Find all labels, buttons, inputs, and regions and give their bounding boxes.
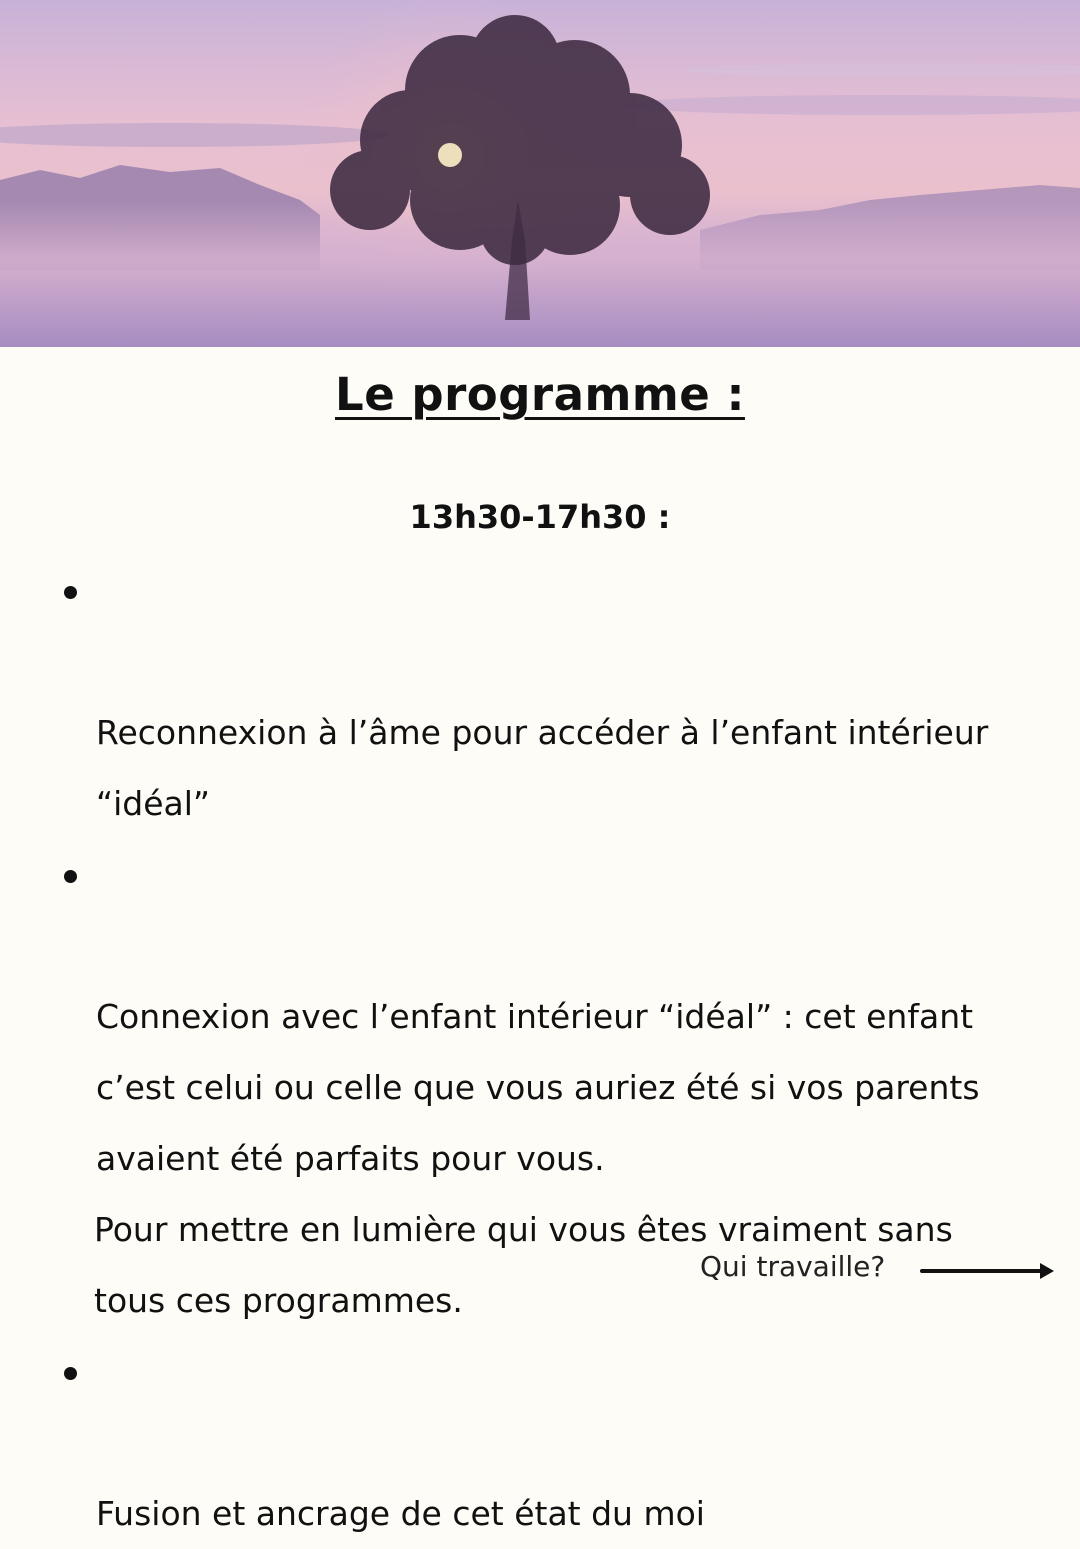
list-item-text: Fusion et ancrage de cet état du moi	[96, 1494, 705, 1533]
list-item	[0, 555, 1080, 839]
list-item	[0, 839, 1080, 1194]
header-photo	[0, 0, 1080, 347]
next-page-link[interactable]: Qui travaille?	[700, 1250, 886, 1283]
list-item-text: Connexion avec l’enfant intérieur “idéal” : cet enfant c’est celui ou celle que vous auriez été si vos parents avaient été parfaits pour vous.	[96, 997, 980, 1178]
list-item-text: Reconnexion à l’âme pour accéder à l’enfant intérieur “idéal”	[96, 713, 989, 823]
list-note: Pour mettre en lumière qui vous êtes vraiment sans tous ces programmes.	[94, 1210, 953, 1320]
bullet-icon	[64, 870, 77, 883]
misty-tree-image	[0, 0, 1080, 347]
list-item	[0, 1336, 1080, 1549]
arrow-right-icon[interactable]	[920, 1260, 1056, 1282]
program-list	[0, 555, 1080, 1549]
page-title: Le programme :	[335, 368, 745, 421]
time-slot: 13h30-17h30 :	[409, 498, 671, 536]
bullet-icon	[64, 586, 77, 599]
bullet-icon	[64, 1367, 77, 1380]
